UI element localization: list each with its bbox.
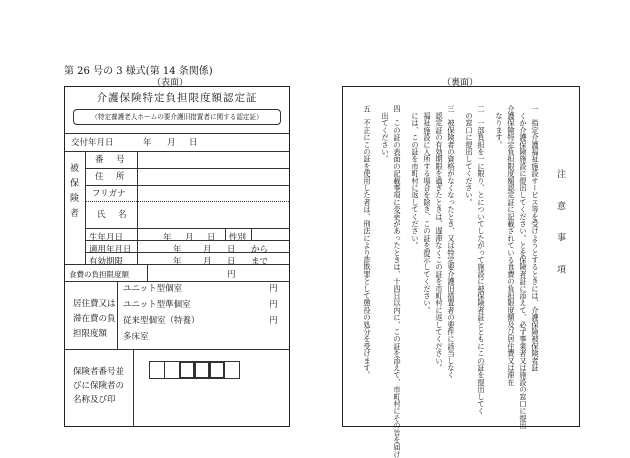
issue-date-month: 月 [167,138,176,148]
valid-until: まで [251,257,269,267]
living-cost-row-unit: 円 [269,316,278,326]
certificate-back [342,86,580,458]
note-line: 三 被保険者の資格がなくなったとき、又は特定要介護旧措置者の要件に該当しなく [447,105,456,379]
insured-number-label: 番 号 [95,155,127,165]
note-line: 認定証の有効期限を過ぎたときは、遅滞なくこの証を市町村に返してください。 [435,105,444,372]
living-cost-label: 居住費又は滞在費の負担限度額 [73,299,116,339]
note-line: には、この証を市町村に返してください。 [411,105,420,249]
note-line: の窓口に提出してください。 [465,105,474,206]
insured-group-label: 被保険者 [68,163,78,223]
birth-date-label: 生年月日 [89,233,124,243]
issue-date-label: 交付年月日 [71,138,114,148]
valid-month: 月 [203,257,212,267]
applied-from: から [251,245,269,255]
living-cost-row-name: ユニット型個室 [123,284,183,294]
note-line: 五 不正にこの証を使用した者は、刑法により詐欺罪として懲役の処分を受けます。 [363,105,372,379]
living-cost-row-name: 従来型個室（特養） [123,316,200,326]
note-line: 福祉施設に入所する場合を除き、この証を提示してください。 [423,105,432,314]
applied-year: 年 [173,245,182,255]
certificate-subtitle: （特定養護老人ホームの要介護旧措置者に関する認定証） [91,113,263,121]
note-line: 二 一部負担を一に限り、とについてしたがって施設に被保険者証とともにこの証を提出してく [477,105,486,415]
note-line: 介護保険特定負担限度額認定証に記載されている食費の負担限度額及び居住費又は滞在 [507,105,516,386]
living-cost-row-unit: 円 [269,300,278,310]
front-side-label: （表面） [152,78,189,88]
issue-date-day: 日 [189,138,198,148]
food-cost-label: 食費の負担限度額 [69,270,129,279]
living-cost-row-name: ユニット型準個室 [123,300,191,310]
valid-date-label: 有効期限 [89,257,124,267]
applied-day: 日 [227,245,236,255]
birth-year: 年 [163,233,172,243]
insured-name-label: 氏 名 [97,210,129,220]
note-line: くか介護保険施設に提出してください。とを保険者証に添えて、必ず事業者又は施設の窓口に提出 [519,105,528,429]
birth-month: 月 [185,233,194,243]
applied-date-label: 適用年月日 [89,245,132,255]
note-line: 一 指定介護福祉施設サービス等を受けようとするときには、介護保険被保険者証 [531,105,540,372]
birth-day: 日 [207,233,216,243]
insurer-label: 保険者番号並びに保険者の名称及び印 [73,367,125,405]
note-line: 出てください。 [381,105,390,163]
form-number: 第 26 号の 3 様式(第 14 条関係) [64,66,213,77]
certificate-title: 介護保険特定負担限度額認定証 [96,92,258,104]
living-cost-row-name: 多床室 [123,332,149,342]
back-side-label: （裏面） [442,78,479,88]
applied-month: 月 [203,245,212,255]
food-cost-unit: 円 [227,270,236,280]
note-line: 四 この証の表面の記載事項に変更があったときは、十四日以内に、この証を添えて、市町村にその旨を届け [393,105,402,458]
notes-heading: 注 意 事 項 [555,169,565,284]
note-line: なります。 [495,105,504,149]
sex-label: 性別 [229,233,247,243]
valid-day: 日 [227,257,236,267]
valid-year: 年 [173,257,182,267]
living-cost-row-unit: 円 [269,284,278,294]
certificate-front [64,86,290,427]
issue-date-year: 年 [143,138,152,148]
insured-furigana-label: フリガナ [92,189,126,199]
insured-address-label: 住 所 [95,172,127,182]
